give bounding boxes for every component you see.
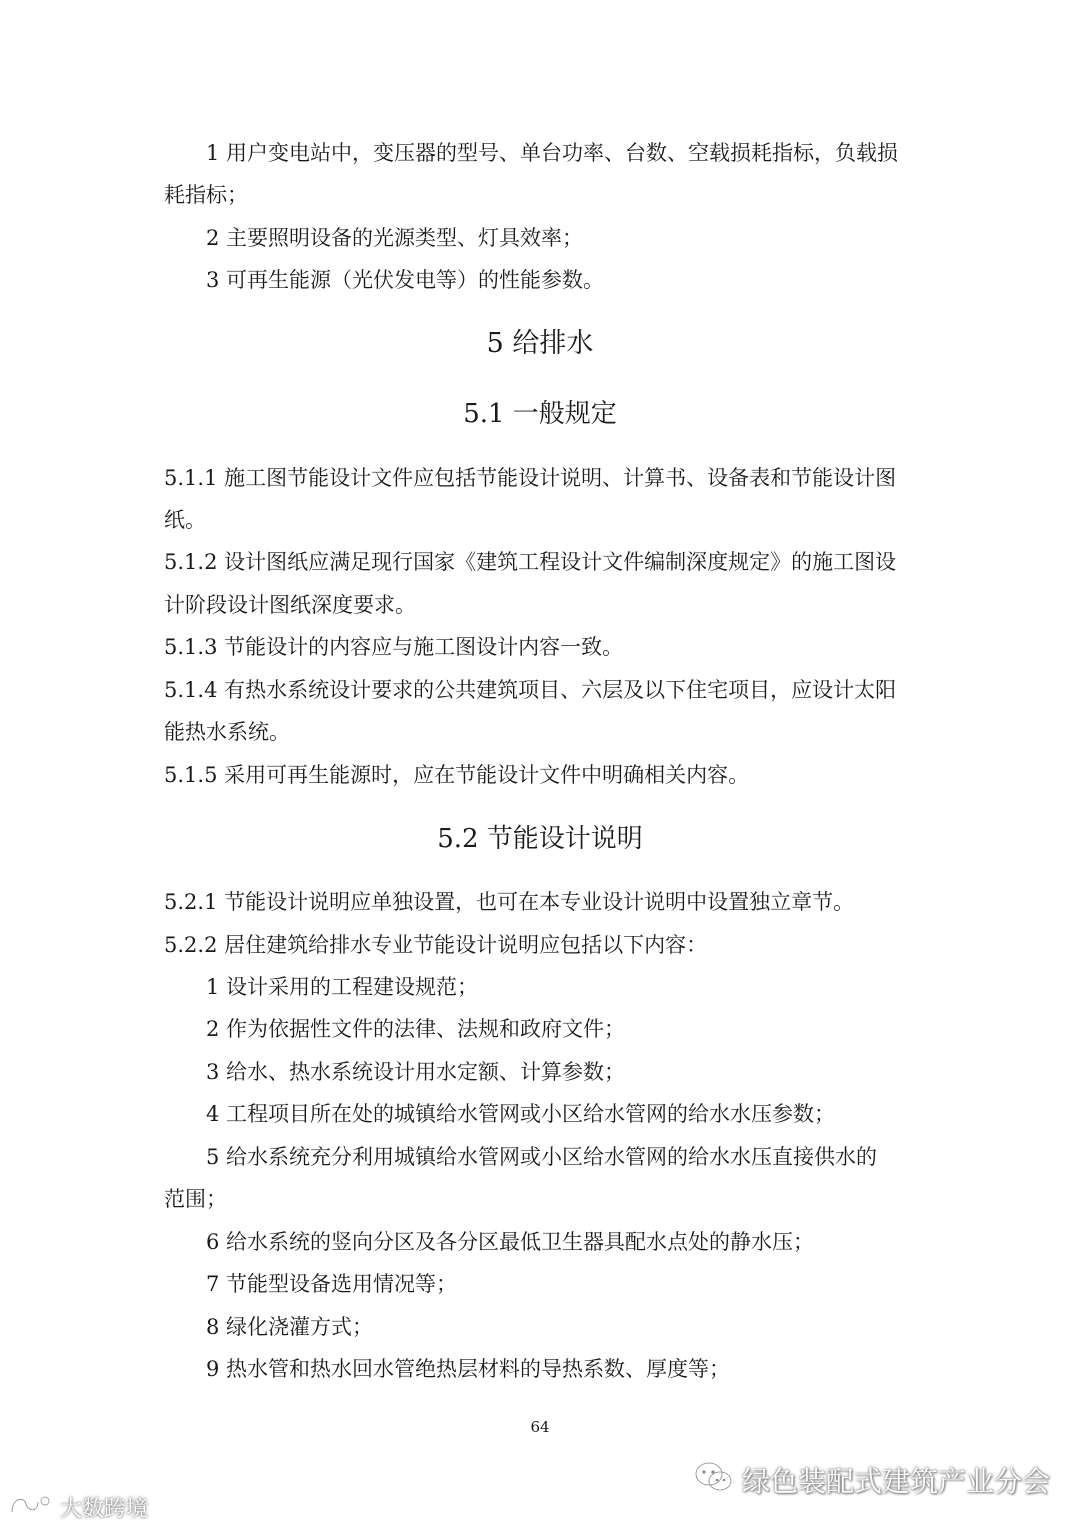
intro-item-2: 2 主要照明设备的光源类型、灯具效率； bbox=[206, 226, 584, 250]
list-item-9: 9 热水管和热水回水管绝热层材料的导热系数、厚度等； bbox=[206, 1357, 731, 1381]
list-item-1: 1 设计采用的工程建设规范； bbox=[206, 975, 479, 999]
watermark-right bbox=[694, 1458, 1050, 1502]
list-item-5-line1: 5 给水系统充分利用城镇给水管网或小区给水管网的给水水压直接供水的 bbox=[206, 1145, 878, 1169]
clause-5-2-2: 5.2.2 居住建筑给排水专业节能设计说明应包括以下内容： bbox=[164, 933, 708, 957]
clause-5-1-3: 5.1.3 节能设计的内容应与施工图设计内容一致。 bbox=[164, 635, 624, 659]
clause-5-1-5: 5.1.5 采用可再生能源时，应在节能设计文件中明确相关内容。 bbox=[164, 763, 750, 787]
wechat-icon bbox=[694, 1460, 734, 1501]
clause-5-1-2-line1: 5.1.2 设计图纸应满足现行国家《建筑工程设计文件编制深度规定》的施工图设 bbox=[164, 550, 897, 574]
clause-5-1-4-line1: 5.1.4 有热水系统设计要求的公共建筑项目、六层及以下住宅项目，应设计太阳 bbox=[164, 678, 897, 702]
page-number: 64 bbox=[530, 1418, 550, 1436]
clause-5-1-1-line2: 纸。 bbox=[164, 508, 206, 532]
list-item-8: 8 绿化浇灌方式； bbox=[206, 1315, 374, 1339]
watermark-right-text: 绿色装配式建筑产业分会 bbox=[741, 1465, 1050, 1498]
clause-5-1-2-line2: 计阶段设计图纸深度要求。 bbox=[164, 593, 416, 617]
watermark-left bbox=[8, 1492, 148, 1522]
clause-5-1-4-line2: 能热水系统。 bbox=[164, 720, 290, 744]
watermark-left-text: 大数跨境 bbox=[60, 1496, 149, 1522]
intro-item-3: 3 可再生能源（光伏发电等）的性能参数。 bbox=[206, 268, 605, 292]
list-item-6: 6 给水系统的竖向分区及各分区最低卫生器具配水点处的静水压； bbox=[206, 1230, 815, 1254]
section-5-2-title: 5.2 节能设计说明 bbox=[437, 824, 643, 854]
clause-5-1-1-line1: 5.1.1 施工图节能设计文件应包括节能设计说明、计算书、设备表和节能设计图 bbox=[164, 466, 897, 490]
list-item-5-line2: 范围； bbox=[164, 1187, 227, 1211]
watermark-logo-icon bbox=[8, 1492, 54, 1522]
list-item-3: 3 给水、热水系统设计用水定额、计算参数； bbox=[206, 1060, 626, 1084]
list-item-4: 4 工程项目所在处的城镇给水管网或小区给水管网的给水水压参数； bbox=[206, 1102, 836, 1126]
clause-5-2-1: 5.2.1 节能设计说明应单独设置，也可在本专业设计说明中设置独立章节。 bbox=[164, 890, 855, 914]
list-item-2: 2 作为依据性文件的法律、法规和政府文件； bbox=[206, 1017, 626, 1041]
chapter-title: 5 给排水 bbox=[486, 328, 594, 359]
intro-item-1-line1: 1 用户变电站中，变压器的型号、单台功率、台数、空载损耗指标，负载损 bbox=[206, 141, 899, 165]
section-5-1-title: 5.1 一般规定 bbox=[463, 399, 617, 429]
intro-item-1-line2: 耗指标； bbox=[164, 183, 248, 207]
list-item-7: 7 节能型设备选用情况等； bbox=[206, 1272, 458, 1296]
